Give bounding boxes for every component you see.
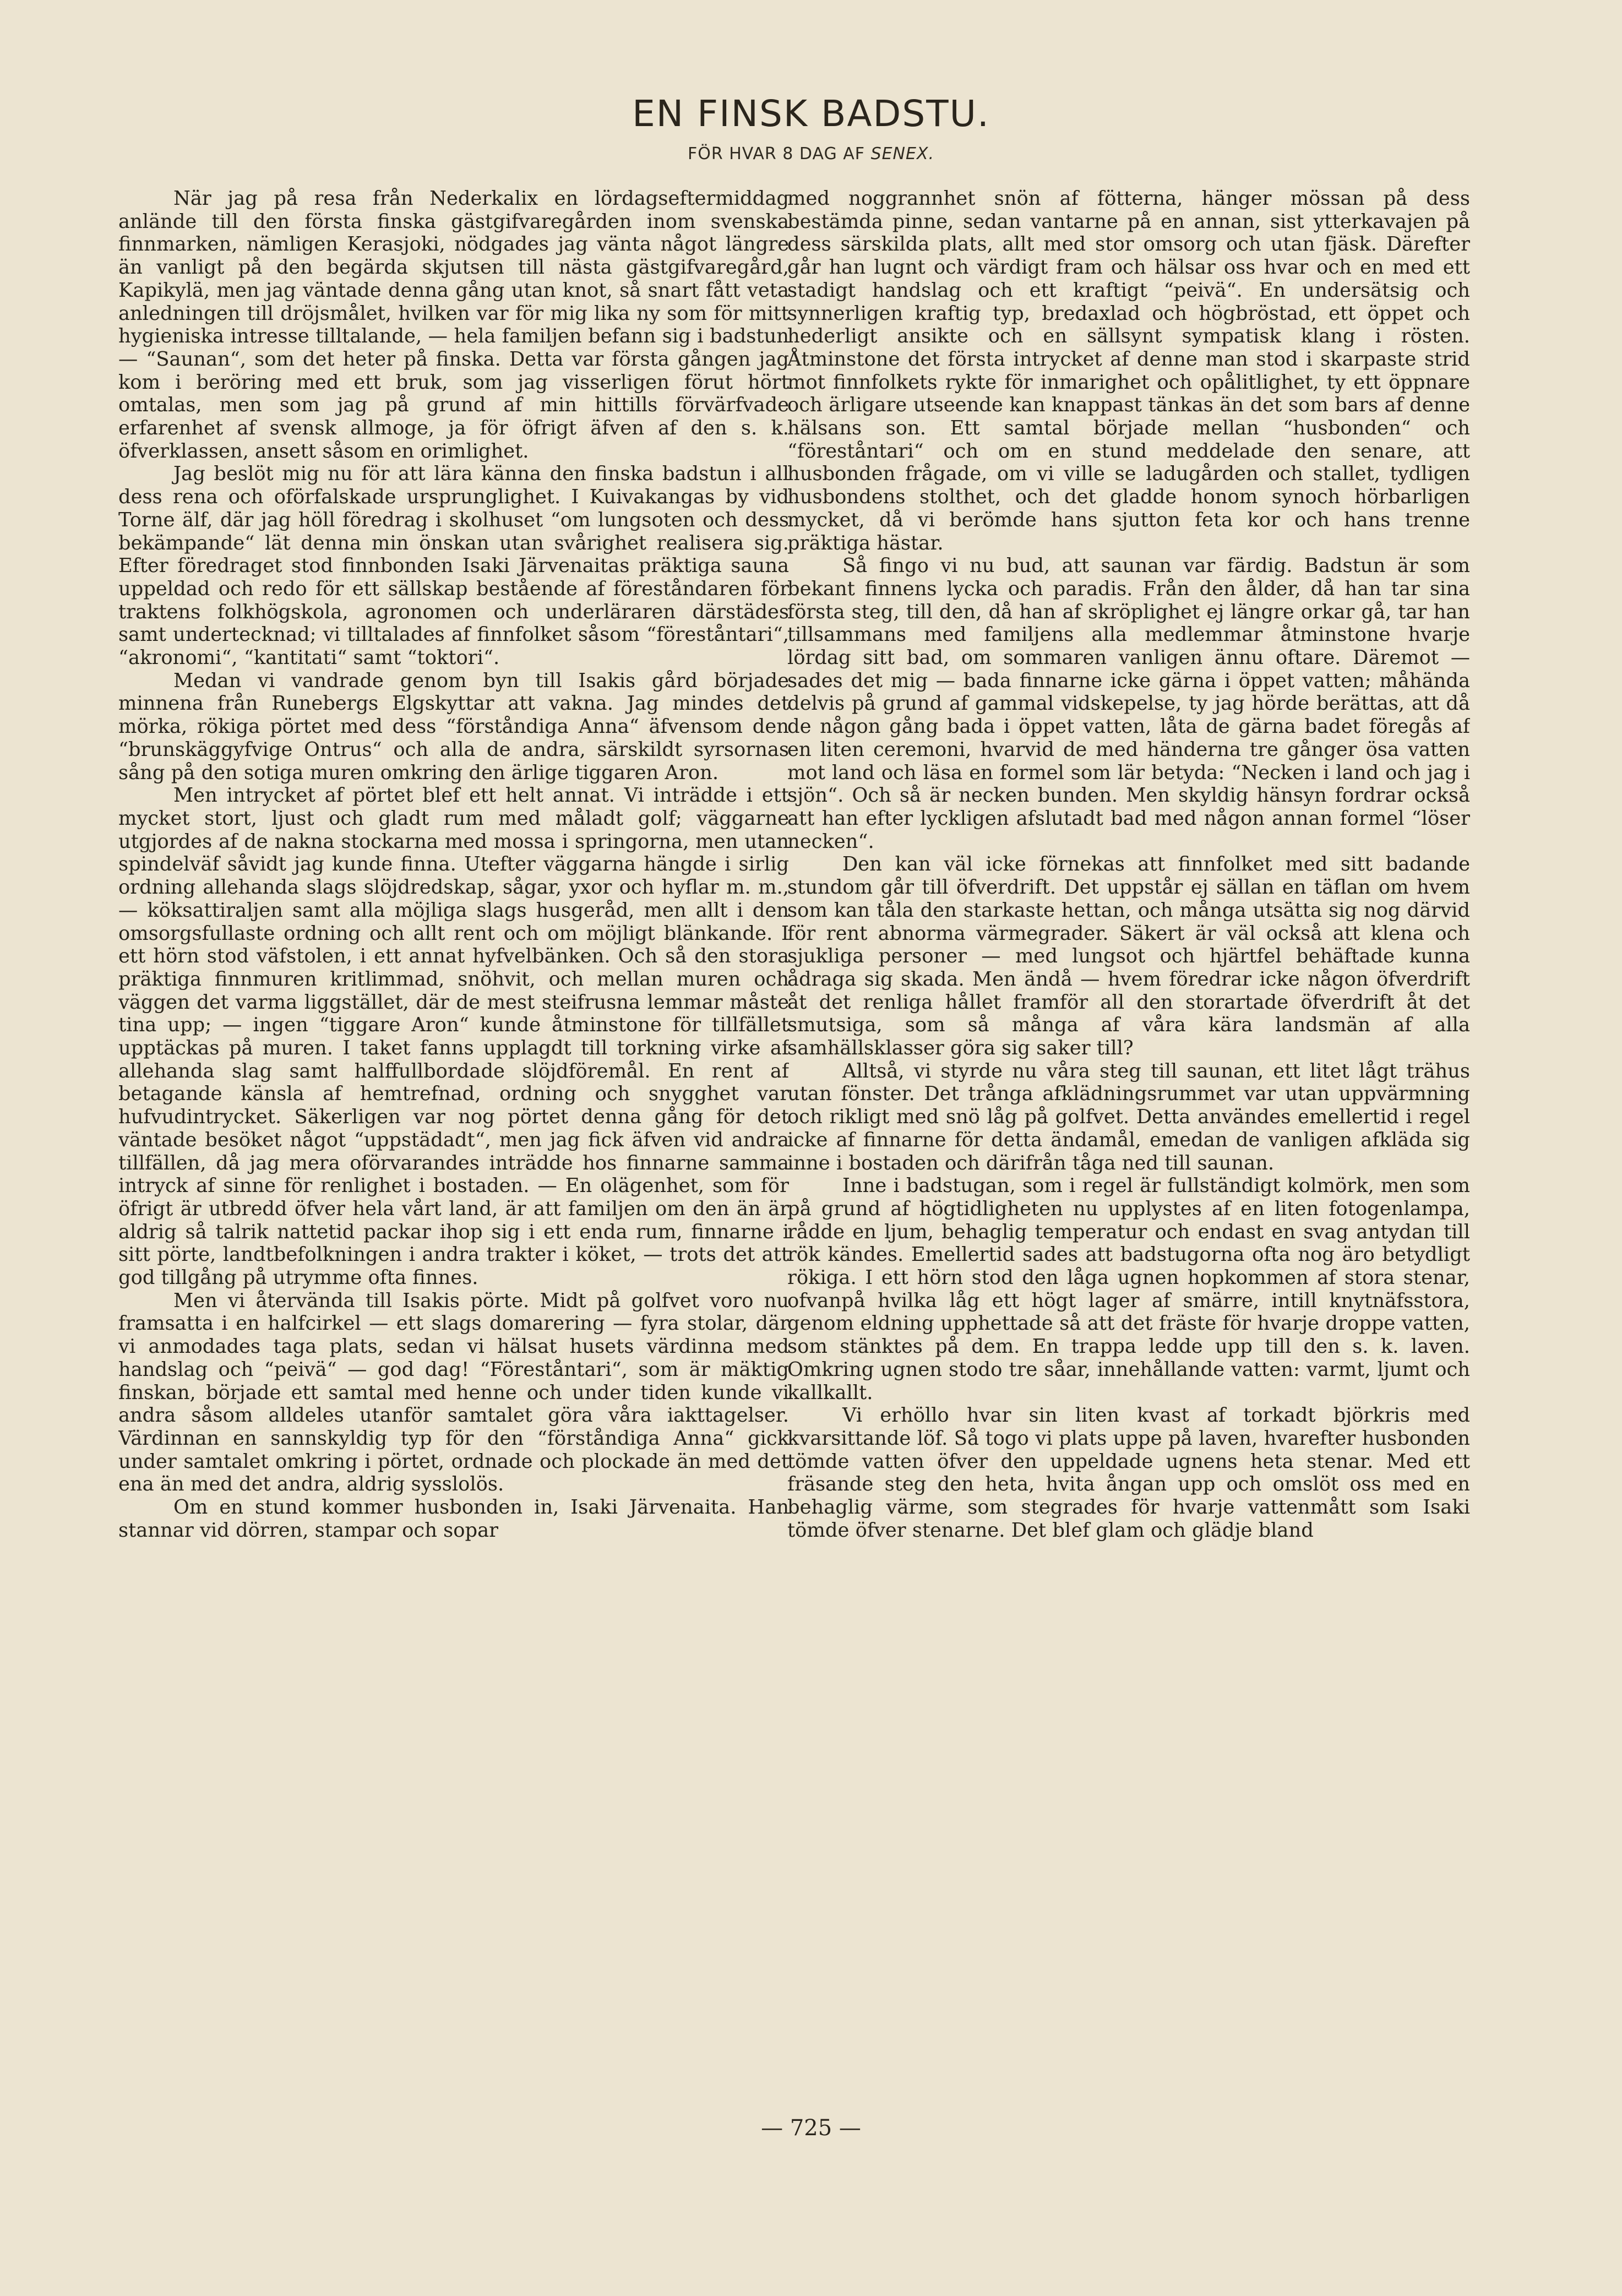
left-column bbox=[118, 187, 789, 2048]
article-title: EN FINSK BADSTU. bbox=[632, 93, 990, 135]
paragraph: Men intrycket af pörtet blef ett helt annat. Vi inträdde i ett mycket stort, ljust och gladt rum med måladt golf; väggarne utgjordes af de nakna stockarna med mossa i springorna, men utan spindelväf såvidt jag kunde finna. Utefter väggarna hängde i sirlig ordning allehanda slags slöjdredskap, sågar, yxor och hyflar m. m., — köksattiraljen samt alla möjliga slags husgeråd, men allt i den omsorgsfullaste ordning och allt rent och om möjligt blänkande. I ett hörn stod väfstolen, i ett annat hyfvelbänken. Och så den stora präktiga finnmuren kritlimmad, snöhvit, och mellan muren och väggen det varma liggstället, där de mest steifrusna lemmar måste tina upp; — ingen “tiggare Aron“ kunde åtminstone för tillfället upptäckas på muren. I taket fanns upplagdt till torkning virke af allehanda slag samt halffullbordade slöjdföremål. En rent af betagande känsla af hemtrefnad, ordning och snygghet var hufvudintrycket. Säkerligen var nog pörtet denna gång för det väntade besöket något “uppstädadt“, men jag fick äfven vid andra tillfällen, då jag mera oförvarandes inträdde hos finnarne samma intryck af sinne för renlighet i bostaden. — En olägenhet, som för öfrigt är utbredd öfver hela vårt land, är att familjen om den än är aldrig så talrik nattetid packar ihop sig i ett enda rum, finnarne i sitt pörte, landtbefolkningen i andra trakter i köket, — trots det att god tillgång på utrymme ofta finnes. bbox=[118, 784, 789, 1290]
paragraph: När jag på resa från Nederkalix en lördagseftermiddag anlände till den första finska gästgifvaregården inom svenska finnmarken, nämligen Kerasjoki, nödgades jag vänta något längre än vanligt på den begärda skjutsen till nästa gästgifvaregård, Kapikylä, men jag väntade denna gång utan knot, så snart fått veta anledningen till dröjsmålet, hvilken var för mig lika ny som för mitt hygieniska intresse tilltalande, — hela familjen befann sig i badstun — “Saunan“, som det heter på finska. Detta var första gången jag kom i beröring med ett bruk, som jag visserligen förut hört omtalas, men som jag på grund af min hittills förvärfvade erfarenhet af svensk allmoge, ja för öfrigt äfven af den s. k. öfverklassen, ansett såsom en orimlighet. bbox=[118, 187, 789, 463]
paragraph: Inne i badstugan, som i regel är fullständigt kolmörk, men som på grund af högtidligheten nu upplystes af en liten fotogenlampa, rådde en ljum, behaglig temperatur och endast en svag antydan till rök kändes. Emellertid sades att badstugorna ofta nog äro betydligt rökiga. I ett hörn stod den låga ugnen hopkommen af stora stenar, ofvanpå hvilka låg ett högt lager af smärre, intill knytnäfsstora, genom eldning upphettade så att det fräste för hvarje droppe vatten, som stänktes på dem. En trappa ledde upp till den s. k. laven. Omkring ugnen stodo tre såar, innehållande vatten: varmt, ljumt och kallkallt. bbox=[787, 1174, 1470, 1404]
paragraph: Alltså, vi styrde nu våra steg till saunan, ett litet lågt trähus utan fönster. Det trånga afklädningsrummet var utan uppvärmning och rikligt med snö låg på golfvet. Detta användes emellertid i regel icke af finnarne för detta ändamål, emedan de vanligen afkläda sig inne i bostaden och därifrån tåga ned till saunan. bbox=[787, 1059, 1470, 1174]
paragraph: Medan vi vandrade genom byn till Isakis gård började minnena från Runebergs Elgskyttar att vakna. Jag mindes det mörka, rökiga pörtet med dess “förståndiga Anna“ äfvensom den “brunskäggyfvige Ontrus“ och alla de andra, särskildt syrsornas sång på den sotiga muren omkring den ärlige tiggaren Aron. bbox=[118, 669, 789, 784]
paragraph: Vi erhöllo hvar sin liten kvast af torkadt björkris med kvarsittande löf. Så togo vi plats uppe på laven, hvarefter husbonden tömde vatten öfver den uppeldade ugnens heta stenar. Med ett fräsande steg den heta, hvita ångan upp och omslöt oss med en behaglig värme, som stegrades för hvarje vattenmått som Isaki tömde öfver stenarne. Det blef glam och glädje bland bbox=[787, 1404, 1470, 1542]
paragraph: Jag beslöt mig nu för att lära känna den finska badstun i all dess rena och oförfalskade ursprunglighet. I Kuivakangas by vid Torne älf, där jag höll föredrag i skolhuset “om lungsoten och dess bekämpande“ lät denna min önskan utan svårighet realisera sig. Efter föredraget stod finnbonden Isaki Järvenaitas präktiga sauna uppeldad och redo för ett sällskap bestående af föreståndaren för traktens folkhögskola, agronomen och underläraren därstädes samt undertecknad; vi tilltalades af finnfolket såsom “föreståntari“, “akronomi“, “kantitati“ samt “toktori“. bbox=[118, 463, 789, 670]
paragraph: Den kan väl icke förnekas att finnfolket med sitt badande stundom går till öfverdrift. Det uppstår ej sällan en täflan om hvem som kan tåla den starkaste hettan, och många utsätta sig nog därvid för rent abnorma värmegrader. Säkert är väl också att klena och sjukliga personer — med lungsot och hjärtfel behäftade kunna ådraga sig skada. Men ändå — hvem föredrar icke någon öfverdrift åt det renliga hållet framför all den storartade öfverdrift åt det smutsiga, som så många af våra kära landsmän af alla samhällsklasser göra sig saker till? bbox=[787, 853, 1470, 1060]
paragraph: Så fingo vi nu bud, att saunan var färdig. Badstun är som bekant finnens lycka och paradis. Från den ålder, då han tar sina första steg, till den, då han af skröplighet ej längre orkar gå, tar han tillsammans med familjens alla medlemmar åtminstone hvarje lördag sitt bad, om sommaren vanligen ännu oftare. Däremot — sades det mig — bada finnarne icke gärna i öppet vatten; måhända delvis på grund af gammal vidskepelse, ty jag hörde berättas, att då de någon gång bada i öppet vatten, låta de gärna badet föregås af en liten ceremoni, hvarvid de med händerna tre gånger ösa vatten mot land och läsa en formel som lär betyda: “Necken i land och jag i sjön“. Och så är necken bunden. Men skyldig hänsyn fordrar också att han efter lyckligen afslutadt bad med någon annan formel “löser necken“. bbox=[787, 554, 1470, 853]
paragraph-continued: med noggrannhet snön af fötterna, hänger mössan på dess bestämda pinne, sedan vantarne på en annan, sist ytterkavajen på dess särskilda plats, allt med stor omsorg och utan fjäsk. Därefter går han lugnt och värdigt fram och hälsar oss hvar och en med ett stadigt handslag och ett kraftigt “peivä“. En undersätsig och synnerligen kraftig typ, bredaxlad och högbröstad, ett öppet och hederligt ansikte och en sällsynt sympatisk klang i rösten. Åtminstone det första intrycket af denne man stod i skarpaste strid mot finnfolkets rykte för inmarighet och opålitlighet, ty ett öppnare och ärligare utseende kan knappast tänkas än det som bars af denne hälsans son. Ett samtal började mellan “husbonden“ och “föreståntari“ och om en stund meddelade den senare, att husbonden frågade, om vi ville se ladugården och stallet, tydligen husbondens stolthet, och det gladde honom synoch hörbarligen mycket, då vi berömde hans sjutton feta kor och hans trenne präktiga hästar. bbox=[787, 187, 1470, 554]
paragraph: Om en stund kommer husbonden in, Isaki Järvenaita. Han stannar vid dörren, stampar och sopar bbox=[118, 1496, 789, 1542]
subtitle-prefix: FÖR HVAR 8 DAG AF bbox=[687, 144, 871, 164]
right-column bbox=[787, 187, 1470, 2048]
paragraph: Men vi återvända till Isakis pörte. Midt på golfvet voro nu framsatta i en halfcirkel — ett slags domarering — fyra stolar, där vi anmodades taga plats, sedan vi hälsat husets värdinna med handslag och “peivä“ — god dag! “Föreståntari“, som är mäktig finskan, började ett samtal med henne och under tiden kunde vi andra såsom alldeles utanför samtalet göra våra iakttagelser. Värdinnan en sannskyldig typ för den “förståndiga Anna“ gick under samtalet omkring i pörtet, ordnade och plockade än med det ena än med det andra, aldrig sysslolös. bbox=[118, 1289, 789, 1496]
subtitle-author: SENEX. bbox=[870, 144, 935, 164]
article-subtitle bbox=[0, 144, 1622, 164]
page-number: — 725 — bbox=[761, 2115, 861, 2141]
